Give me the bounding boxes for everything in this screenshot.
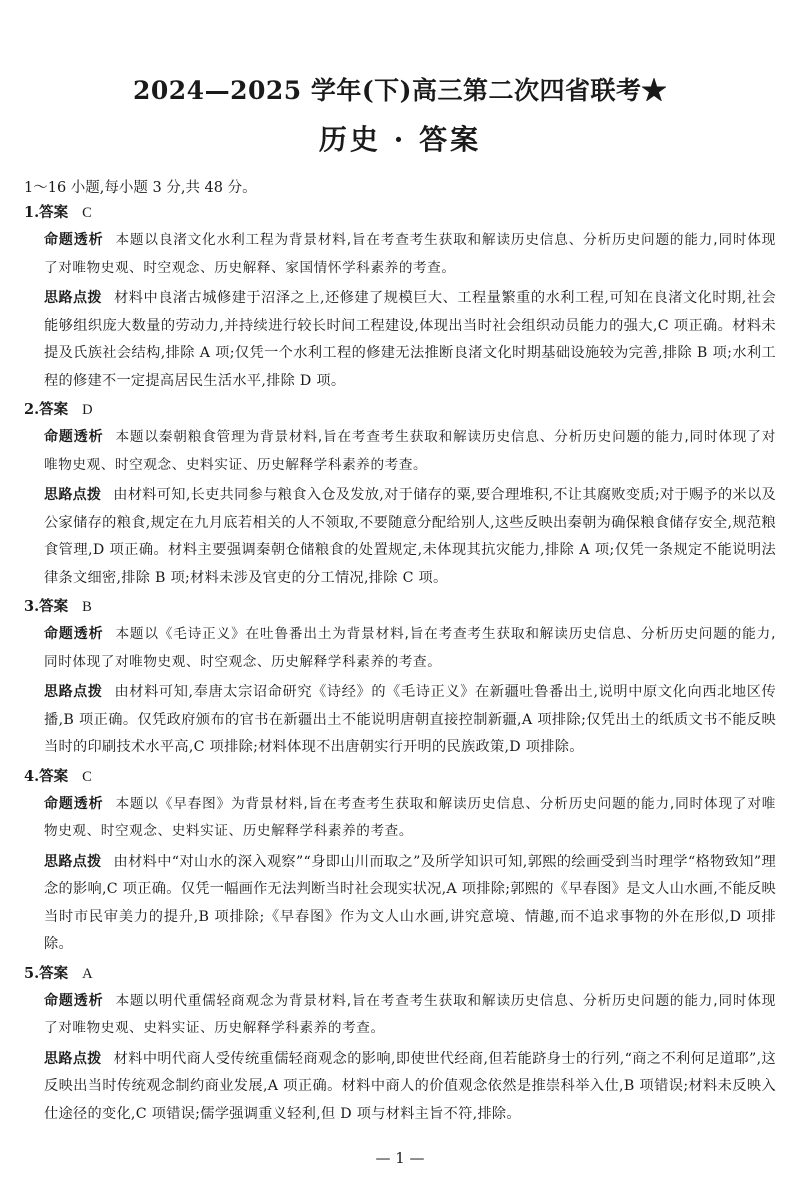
- question-answer-line: [24, 202, 776, 224]
- analysis-paragraph: [24, 791, 776, 846]
- question-number: 5.: [24, 964, 40, 982]
- analysis-text: 本题以秦朝粮食管理为背景材料,旨在考查考生获取和解读历史信息、分析历史问题的能力,同时体现了对唯物史观、时空观念、史料实证、历史解释学科素养的考查。: [44, 429, 776, 473]
- question-answer-line: [24, 766, 776, 788]
- question-number: 1.: [24, 204, 40, 221]
- analysis-paragraph: [24, 227, 776, 282]
- question-answer-line: [24, 399, 776, 421]
- question-list: [24, 202, 776, 1128]
- answer-letter: C: [82, 768, 92, 785]
- approach-paragraph: [24, 482, 776, 592]
- answer-letter: D: [82, 402, 93, 418]
- approach-text: 由材料可知,长吏共同参与粮食入仓及发放,对于储存的粟,要合理堆积,不让其腐败变质;对于赐予的米以及公家储存的粮食,规定在九月底若相关的人不领取,不要随意分配给别人,这些反映出秦朝为确保粮食储存安全,规范粮食管理,D 项正确。材料主要强调秦朝仓储粮食的处置规定,未体现其抗灾能力,排除 A 项;仅凭一条规定不能说明法律条文细密,排除 B 项;材料未涉及官吏的分工情况,排除 C 项。: [44, 487, 776, 586]
- question-item: [24, 202, 776, 395]
- answer-label: 答案: [39, 598, 69, 615]
- question-item: [24, 766, 776, 959]
- question-answer-line: [24, 596, 776, 618]
- approach-label: 思路点拨: [44, 1050, 102, 1067]
- answer-label: 答案: [39, 767, 69, 785]
- approach-paragraph: [24, 285, 776, 395]
- approach-paragraph: [24, 679, 776, 762]
- approach-text: 由材料中“对山水的深入观察”“身即山川而取之”及所学知识可知,郭熙的绘画受到当时理学“格物致知”理念的影响,C 项正确。仅凭一幅画作无法判断当时社会现实状况,A 项排除;郭熙的《早春图》是文人山水画,不能反映当时市民审美力的提升,B 项排除;《早春图》作为文人山水画,讲究意境、情趣,而不追求事物的外在形似,D 项排除。: [44, 853, 776, 952]
- analysis-label: 命题透析: [44, 795, 104, 812]
- question-number: 3.: [24, 598, 40, 615]
- answer-label: 答案: [39, 204, 69, 221]
- question-item: [24, 399, 776, 592]
- question-item: [24, 963, 776, 1129]
- answer-label: 答案: [39, 964, 69, 982]
- question-number: 2.: [24, 401, 40, 418]
- approach-label: 思路点拨: [44, 290, 103, 306]
- analysis-text: 本题以明代重儒轻商观念为背景材料,旨在考查考生获取和解读历史信息、分析历史问题的能力,同时体现了对唯物史观、史料实证、历史解释学科素养的考查。: [44, 992, 776, 1036]
- analysis-text: 本题以良渚文化水利工程为背景材料,旨在考查考生获取和解读历史信息、分析历史问题的能力,同时体现了对唯物史观、时空观念、历史解释、家国情怀学科素养的考查。: [44, 232, 776, 276]
- answer-label: 答案: [39, 401, 69, 418]
- scoring-intro: 1～16 小题,每小题 3 分,共 48 分。: [24, 180, 257, 196]
- approach-text: 材料中良渚古城修建于沼泽之上,还修建了规模巨大、工程量繁重的水利工程,可知在良渚文化时期,社会能够组织庞大数量的劳动力,并持续进行较长时间工程建设,体现出当时社会组织动员能力的强大,C 项正确。材料未提及氏族社会结构,排除 A 项;仅凭一个水利工程的修建无法推断良渚文化时期基础设施较为完善,排除 B 项;水利工程的修建不一定提高居民生活水平,排除 D 项。: [44, 290, 776, 389]
- approach-label: 思路点拨: [44, 487, 102, 503]
- page-subtitle: 历史 · 答案: [318, 123, 482, 156]
- approach-label: 思路点拨: [44, 684, 103, 700]
- page-title: 2024—2025 学年(下)高三第二次四省联考★: [132, 76, 668, 105]
- question-item: [24, 596, 776, 762]
- analysis-paragraph: [24, 424, 776, 479]
- answer-letter: B: [82, 599, 92, 615]
- question-number: 4.: [24, 767, 40, 785]
- analysis-label: 命题透析: [44, 232, 104, 248]
- approach-label: 思路点拨: [44, 853, 102, 870]
- approach-text: 材料中明代商人受传统重儒轻商观念的影响,即使世代经商,但若能跻身士的行列,“商之不利何足道耶”,这反映出当时传统观念制约商业发展,A 项正确。材料中商人的价值观念依然是推崇科举入仕,B 项错误;材料未反映入仕途径的变化,C 项错误;儒学强调重义轻利,但 D 项与材料主旨不符,排除。: [44, 1050, 776, 1122]
- analysis-paragraph: [24, 621, 776, 676]
- approach-paragraph: [24, 1046, 776, 1129]
- approach-text: 由材料可知,奉唐太宗诏命研究《诗经》的《毛诗正义》在新疆吐鲁番出土,说明中原文化向西北地区传播,B 项正确。仅凭政府颁布的官书在新疆出土不能说明唐朝直接控制新疆,A 项排除;仅凭出土的纸质文书不能反映当时的印刷技术水平高,C 项排除;材料体现不出唐朝实行开明的民族政策,D 项排除。: [44, 684, 776, 755]
- analysis-label: 命题透析: [44, 626, 104, 642]
- analysis-label: 命题透析: [44, 429, 104, 445]
- analysis-paragraph: [24, 988, 776, 1043]
- question-answer-line: [24, 963, 776, 985]
- analysis-text: 本题以《早春图》为背景材料,旨在考查考生获取和解读历史信息、分析历史问题的能力,同时体现了对唯物史观、时空观念、史料实证、历史解释学科素养的考查。: [44, 795, 776, 839]
- analysis-label: 命题透析: [44, 992, 104, 1009]
- page-number: — 1 —: [375, 1149, 425, 1167]
- approach-paragraph: [24, 849, 776, 959]
- answer-letter: C: [82, 205, 92, 221]
- answer-letter: A: [82, 965, 93, 982]
- analysis-text: 本题以《毛诗正义》在吐鲁番出土为背景材料,旨在考查考生获取和解读历史信息、分析历史问题的能力,同时体现了对唯物史观、时空观念、历史解释学科素养的考查。: [44, 626, 776, 670]
